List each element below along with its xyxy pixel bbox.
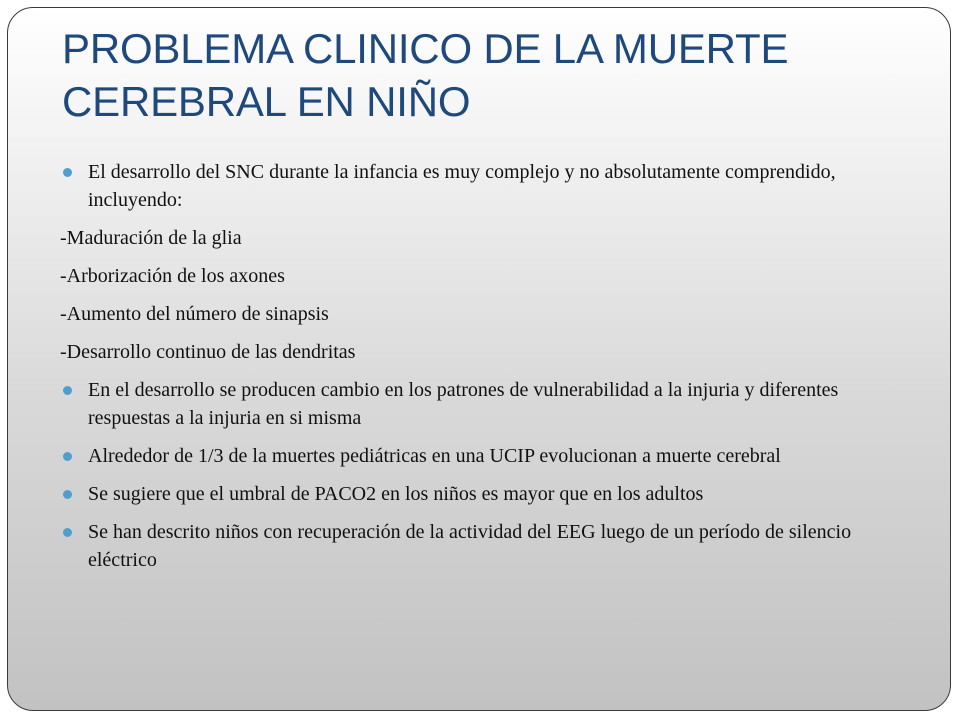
- bullet-text: Se han descrito niños con recuperación de la actividad del EEG luego de un período de silencio eléctrico: [88, 521, 852, 571]
- bullet-text: Se sugiere que el umbral de PACO2 en los niños es mayor que en los adultos: [88, 483, 704, 505]
- sub-item-text: -Arborización de los axones: [60, 265, 285, 287]
- bullet-dot-icon: [63, 528, 72, 537]
- bullet-text: En el desarrollo se producen cambio en los patrones de vulnerabilidad a la injuria y diferentes respuestas a la injuria en si misma: [88, 379, 839, 429]
- bullet-item: [60, 480, 920, 508]
- bullet-item: [60, 518, 920, 574]
- sub-item-text: -Maduración de la glia: [60, 227, 242, 249]
- sub-item: [60, 262, 920, 290]
- sub-item: [60, 338, 920, 366]
- bullet-item: [60, 376, 920, 432]
- bullet-dot-icon: [63, 168, 72, 177]
- sub-item: [60, 224, 920, 252]
- slide-body: [60, 158, 920, 584]
- bullet-dot-icon: [63, 452, 72, 461]
- sub-item: [60, 300, 920, 328]
- sub-item-text: -Aumento del número de sinapsis: [60, 303, 329, 325]
- bullet-item: [60, 442, 920, 470]
- slide-title: PROBLEMA CLINICO DE LA MUERTE CEREBRAL EN NIÑO: [62, 25, 789, 125]
- slide: [7, 7, 951, 711]
- bullet-dot-icon: [63, 386, 72, 395]
- bullet-item: [60, 158, 920, 214]
- bullet-text: Alrededor de 1/3 de la muertes pediátricas en una UCIP evolucionan a muerte cerebral: [88, 445, 781, 467]
- sub-item-text: -Desarrollo continuo de las dendritas: [60, 341, 356, 363]
- bullet-dot-icon: [63, 490, 72, 499]
- bullet-text: El desarrollo del SNC durante la infancia es muy complejo y no absolutamente comprendido, incluyendo:: [88, 161, 836, 211]
